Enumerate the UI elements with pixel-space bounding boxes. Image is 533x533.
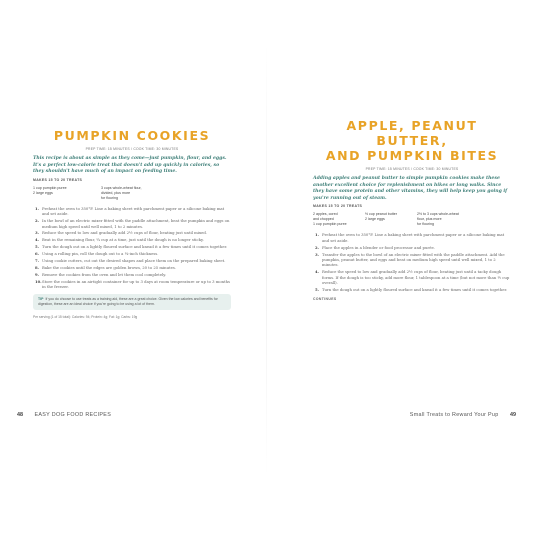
timing-separator: /: [411, 167, 413, 171]
recipe-step: [313, 232, 511, 243]
recipe-step: [313, 245, 511, 250]
ingredient: for flouring: [417, 222, 434, 227]
step-number: 5.: [35, 244, 39, 250]
step-text: In the bowl of an electric mixer fitted with the paddle attachment, beat the pumpkin and eggs on medium high speed until well mixed, 1 to 2 minutes.: [42, 218, 230, 229]
cook-value: 30: [436, 167, 441, 171]
recipe-intro: Adding apples and peanut butter to simple pumpkin cookies make these another excellent choice for replenishment on hikes or long walks. Since they have some protein and other vitamins, they will help keep you going if you're running out of steam.: [313, 176, 508, 201]
ingredient: and chopped: [313, 217, 334, 222]
ingredient: 1 cup pumpkin puree: [33, 185, 67, 190]
recipe-step: [33, 258, 231, 263]
recipe-step: [313, 252, 511, 268]
ingredient-list: [313, 212, 511, 227]
cook-label: COOK TIME:: [413, 167, 436, 171]
prep-value: 15: [107, 147, 113, 151]
cook-value: 30: [156, 147, 161, 151]
ingredient-column: [365, 212, 409, 227]
recipe-yield: MAKES 15 TO 20 TREATS: [33, 177, 83, 182]
prep-unit: MINUTES: [113, 147, 130, 151]
step-text: Reduce the speed to low and gradually add 2½ cups of flour, beating just until a tacky dough forms. If the dough is too sticky, add more flour, 1 tablespoon at a time (but not more than ½ cup overall).: [322, 269, 510, 286]
step-number: 6.: [35, 251, 39, 257]
step-text: Remove the cookies from the oven and let them cool completely.: [42, 271, 167, 277]
recipe-step: [33, 272, 231, 277]
prep-unit: MINUTES: [393, 167, 410, 171]
ingredient-column: [101, 186, 161, 201]
ingredient-column: [417, 212, 477, 227]
recipe-step: [33, 244, 231, 249]
recipe-step: [33, 237, 231, 242]
ingredient-list: [33, 186, 231, 201]
step-text: Store the cookies in an airtight container for up to 3 days at room temperature or up to 3 months in the freezer.: [42, 278, 230, 290]
cook-unit: MINUTES: [441, 167, 459, 171]
recipe-title: [313, 118, 511, 163]
step-text: Transfer the apples to the bowl of an electric mixer fitted with the paddle attachment. Add the pumpkin, peanut butter, and eggs and beat on medium high speed until well mixed, 1 to 2 minutes.: [322, 251, 505, 268]
recipe-step: [313, 269, 511, 285]
recipe-title-line: APPLE, PEANUT BUTTER,: [346, 118, 478, 148]
left-page-footer: [17, 412, 111, 418]
recipe-yield: MAKES 15 TO 20 TREATS: [313, 204, 363, 209]
page-number: 48: [17, 412, 23, 418]
recipe-timing: [313, 167, 511, 171]
recipe-steps: [33, 206, 231, 290]
step-number: 5.: [315, 287, 319, 293]
ingredient: 2 large eggs: [33, 190, 53, 195]
step-text: Turn the dough out on a lightly floured surface and knead it a few times until it comes together.: [42, 244, 228, 250]
continues-label: CONTINUES: [313, 297, 337, 302]
tip-text: If you do choose to use treats as a training aid, these are a great choice. Given the low calories and benefits for digestion, these are an ideal choice if you're going to be using a lot of them.: [38, 296, 218, 306]
ingredient: 3 cups whole-wheat flour,: [101, 185, 142, 190]
prep-value: 15: [387, 167, 393, 171]
step-number: 1.: [35, 205, 39, 211]
running-head: Small Treats to Reward Your Pup: [409, 412, 499, 418]
step-number: 1.: [315, 232, 319, 238]
nutrition-info: Per serving (1 of 15 total): Calories: 94; Protein: 4g; Fat: 1g; Carbs: 19g: [33, 314, 138, 319]
step-number: 8.: [35, 264, 39, 270]
step-text: Using a rolling pin, roll the dough out to a ¼-inch thickness.: [42, 251, 159, 257]
step-number: 3.: [35, 230, 39, 236]
ingredient: 2½ to 3 cups whole-wheat: [417, 212, 459, 217]
step-text: Preheat the oven to 350°F. Line a baking sheet with parchment paper or a silicone baking mat and set aside.: [42, 205, 225, 217]
recipe-intro: This recipe is about as simple as they come—just pumpkin, flour, and eggs. It's a perfect low-calorie treat that doesn't add up quickly in calories, so they shouldn't have much of an impact on feeding time.: [33, 156, 227, 175]
ingredient: 2 apples, cored: [313, 212, 338, 217]
prep-label: PREP TIME:: [85, 147, 107, 151]
step-number: 2.: [35, 218, 39, 224]
cook-unit: MINUTES: [161, 147, 179, 151]
step-text: Place the apples in a blender or food processor and purée.: [322, 244, 435, 250]
cook-label: COOK TIME:: [133, 147, 156, 151]
tip-box: [33, 294, 231, 310]
step-text: Beat in the remaining flour, ¼ cup at a time, just until the dough is no longer sticky.: [42, 237, 204, 243]
step-text: Preheat the oven to 350°F. Line a baking sheet with parchment paper or a silicone baking mat and set aside.: [322, 232, 505, 243]
page-gutter: [266, 40, 267, 480]
recipe-steps: [313, 232, 511, 292]
recipe-step: [33, 279, 231, 290]
ingredient-column: [313, 212, 357, 227]
step-number: 2.: [315, 244, 319, 250]
step-number: 3.: [315, 251, 319, 257]
step-text: Turn the dough out on a lightly floured surface and knead it a few times until it comes together.: [322, 287, 508, 293]
timing-separator: /: [131, 147, 133, 151]
recipe-title-line: AND PUMPKIN BITES: [325, 148, 499, 163]
tip-label: TIP: [38, 296, 44, 301]
recipe-timing: [33, 147, 231, 151]
step-number: 7.: [35, 258, 39, 264]
ingredient: divided, plus more: [101, 190, 131, 195]
step-number: 4.: [315, 269, 319, 275]
running-head: EASY DOG FOOD RECIPES: [34, 412, 112, 418]
recipe-step: [33, 265, 231, 270]
right-page-footer: [410, 412, 516, 418]
page-number: 49: [510, 412, 516, 418]
recipe-step: [313, 287, 511, 292]
ingredient: 2 large eggs: [365, 217, 385, 222]
recipe-step: [33, 230, 231, 235]
recipe-step: [33, 206, 231, 217]
recipe-title: PUMPKIN COOKIES: [53, 128, 211, 143]
left-page: [33, 118, 231, 319]
recipe-step: [33, 251, 231, 256]
recipe-step: [33, 218, 231, 229]
ingredient: for flouring: [101, 195, 118, 200]
ingredient: flour, plus more: [417, 217, 442, 222]
ingredient: ½ cup peanut butter: [365, 212, 397, 217]
step-number: 4.: [35, 237, 39, 243]
ingredient: 1 cup pumpkin puree: [313, 222, 347, 227]
ingredient-column: [33, 186, 93, 201]
step-text: Bake the cookies until the edges are golden brown, 20 to 25 minutes.: [42, 264, 176, 270]
step-text: Using cookie cutters, cut out the desired shapes and place them on the prepared baking sheet.: [42, 258, 226, 264]
step-number: 10.: [35, 278, 42, 284]
step-number: 9.: [35, 271, 39, 277]
step-text: Reduce the speed to low and gradually add 2½ cups of flour, beating just until mixed.: [42, 230, 207, 236]
prep-label: PREP TIME:: [365, 167, 387, 171]
right-page: [313, 118, 511, 301]
